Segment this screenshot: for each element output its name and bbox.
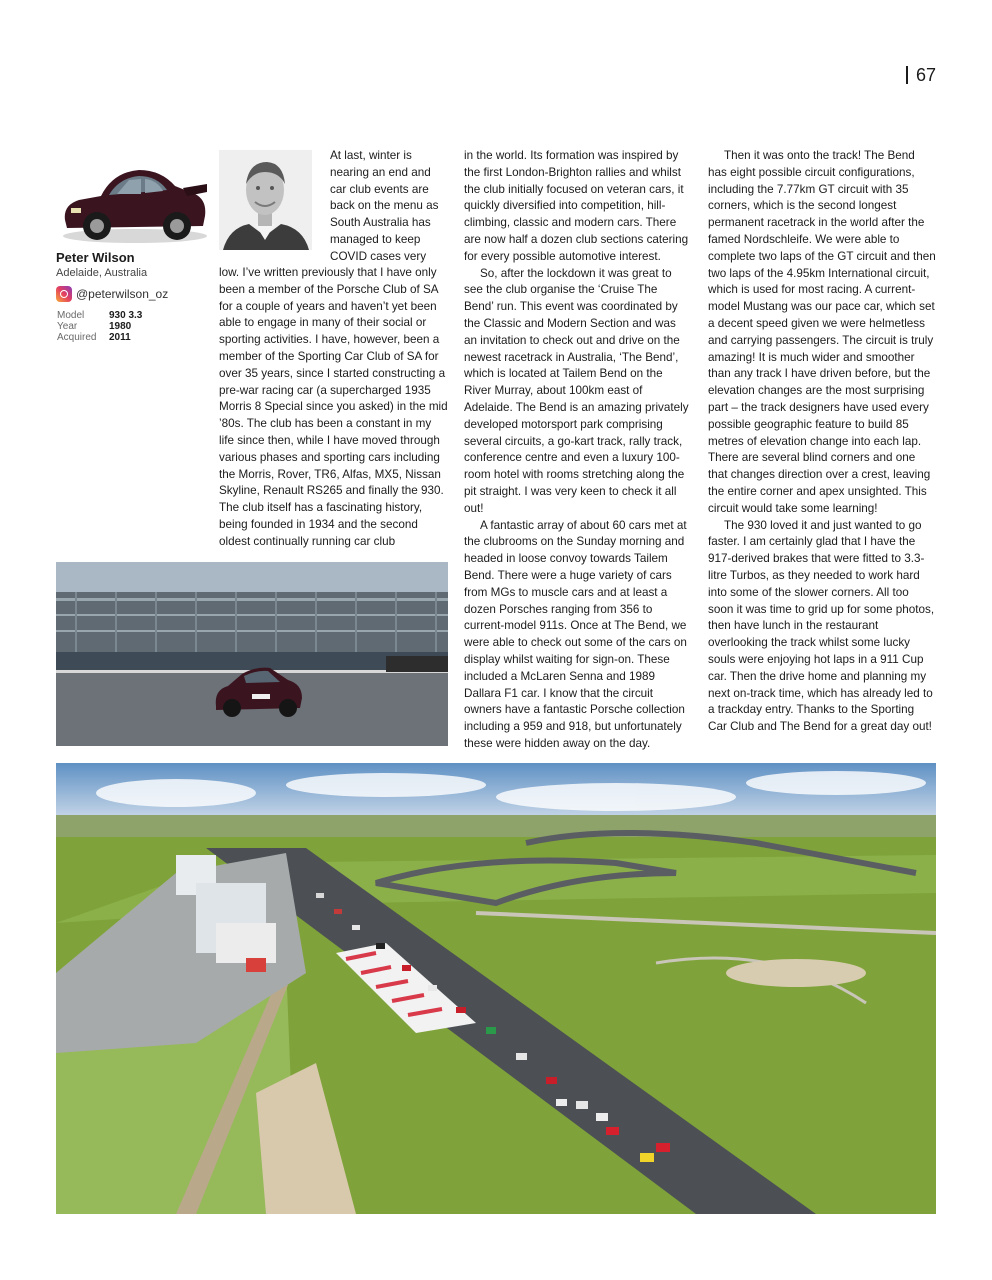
- column-3-paragraph-2: The 930 loved it and just wanted to go faster. I am certainly glad that I have the 917-derived brakes that were fitted to 3.3-litre Turbos, as they needed to work hard into some of the slower corners. All too soon it was time to grid up for some photos, then have lunch in the restaurant overlooking the track whilst some lucky souls were enjoying hot laps in a 911 Cup car. Then the drive home and planning my next on-track time, which has already led to a trackday entry. Thanks to the Sporting Car Club and The Bend for a great day out!: [708, 518, 935, 734]
- porsche-930-image: [57, 150, 209, 245]
- article-intro: [330, 148, 448, 266]
- intro-paragraph: At last, winter is nearing an end and car club events are back on the menu as South Australia has managed to keep COVID cases very: [330, 149, 439, 263]
- author-portrait: [219, 150, 312, 250]
- column-1-paragraph: low. I’ve written previously that I have only been a member of the Porsche Club of SA for a couple of years and haven’t yet been able to engage in many of their social or sporting activities. I have, however, been a member of the Sporting Car Club of SA for over 35 years, since I started constructing a pre-war racing car (a supercharged 1935 Morris 8 Special since you asked) in the mid ’80s. The club has been a constant in my life since then, while I have moved through various phases and sporting cars including the Morris, Rover, TR6, Alfas, MX5, Nissan Skyline, Renault RS265 and finally the 930. The club itself has a fascinating history, being founded in 1934 and the second oldest continually running car club: [219, 266, 448, 548]
- column-3-paragraph-1: Then it was onto the track! The Bend has eight possible circuit configurations, including the 7.77km GT circuit with 35 corners, which is the second longest permanent racetrack in the world after the famed Nordschleife. We were able to complete two laps of the GT circuit and then two laps of the 4.95km International circuit, which is used for most racing. A current-model Mustang was our pace car, which set a decent speed given we were helmetless and carrying passengers. The circuit is truly amazing! It is much wider and smoother than any track I have driven before, but the elevation changes are the most surprising part – the track designers have used every possible geographic feature to build 85 metres of elevation change into each lap. There are several blind corners and one that changes direction over a crest, leaving the entire corner and apex unsighted. This circuit would take some learning!: [708, 149, 936, 515]
- instagram-icon: [56, 286, 72, 302]
- spec-row-model: [57, 310, 142, 321]
- article-column-3: [708, 148, 936, 736]
- spec-value: 1980: [109, 321, 132, 332]
- track-action-image: [56, 562, 448, 746]
- aerial-track-image: [56, 763, 936, 1214]
- spec-label: Model: [57, 310, 85, 321]
- spec-row-year: [57, 321, 142, 332]
- author-portrait-image: [219, 150, 312, 250]
- owner-car-thumbnail: [57, 150, 209, 245]
- article-column-1: [219, 265, 448, 551]
- spec-value: 2011: [109, 332, 131, 343]
- column-2-paragraph-1: in the world. Its formation was inspired by the first London-Brighton rallies and whilst the club initially focused on veteran cars, it quickly diversified into competition, hill-climbing, classic and modern cars. There are now half a dozen club sections catering for every possible automotive interest.: [464, 149, 689, 263]
- instagram-handle[interactable]: [56, 286, 168, 302]
- article-column-2: [464, 148, 690, 753]
- page-number: 67: [906, 66, 936, 84]
- spec-value: 930 3.3: [109, 310, 143, 321]
- aerial-track-photo: [56, 763, 936, 1214]
- car-specs: [57, 310, 142, 343]
- track-action-photo: [56, 562, 448, 746]
- column-2-paragraph-2: So, after the lockdown it was great to see the club organise the ‘Cruise The Bend’ run. This event was coordinated by the Classic and Modern Section and was an invitation to check out and drive on the newest racetrack in Australia, ‘The Bend’, which is located at Tailem Bend on the River Murray, about 100km east of Adelaide. The Bend is an amazing privately developed motorsport park comprising several circuits, a go-kart track, rally track, conference centre and even a luxury 100-room hotel with rooms stretching along the pit straight. I was very keen to check it all out!: [464, 266, 689, 515]
- owner-location: Adelaide, Australia: [56, 267, 148, 279]
- owner-name: Peter Wilson: [56, 250, 135, 265]
- spec-row-acquired: [57, 332, 142, 343]
- spec-label: Acquired: [57, 332, 97, 343]
- column-2-paragraph-3: A fantastic array of about 60 cars met at the clubrooms on the Sunday morning and headed in loose convoy towards Tailem Bend. There were a huge variety of cars from MGs to muscle cars and at least a dozen Porsches ranging from 356 to current-model 911s. Once at The Bend, we were able to check out some of the cars on display whilst waiting for sign-on. These included a McLaren Senna and 1989 Dallara F1 car. I know that the circuit owners have a fantastic Porsche collection including a 959 and 918, but unfortunately these were hidden away on the day.: [464, 518, 687, 750]
- spec-label: Year: [57, 321, 78, 332]
- instagram-handle-text: @peterwilson_oz: [76, 287, 169, 301]
